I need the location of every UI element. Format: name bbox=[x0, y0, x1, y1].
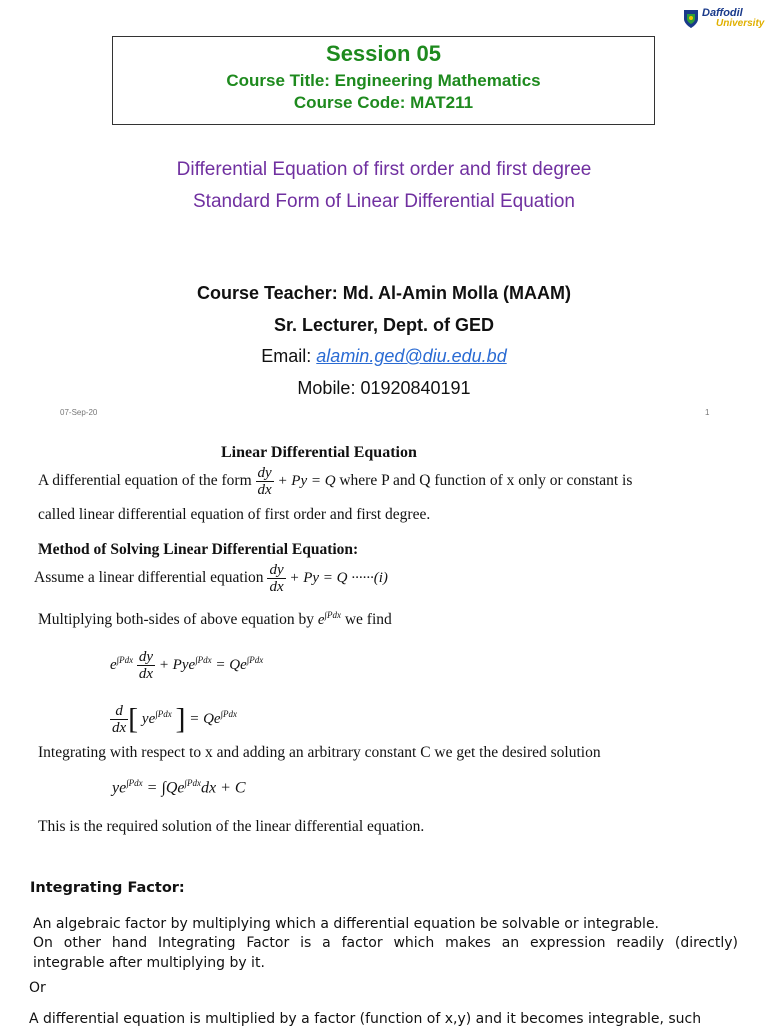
logo-text-bottom: University bbox=[716, 18, 765, 29]
assumed-equation: $\frac{dy}{dx}$ + Py = Q bbox=[269, 561, 352, 596]
intro-after: where P and Q function of x only or constant is bbox=[339, 472, 633, 489]
intro-line-1 bbox=[38, 462, 758, 500]
university-logo bbox=[683, 7, 763, 33]
multiplying-text: Multiplying both-sides of above equation by bbox=[38, 611, 314, 628]
slide-date: 07-Sep-20 bbox=[60, 408, 98, 417]
course-teacher: Course Teacher: Md. Al-Amin Molla (MAAM) bbox=[196, 283, 571, 303]
session-title: Session 05 bbox=[326, 41, 441, 66]
linear-form-equation: $\frac{dy}{dx}$ + Py = Q bbox=[257, 464, 340, 499]
integrating-line: Integrating with respect to x and adding an arbitrary constant C we get the desired solution bbox=[38, 744, 601, 761]
multiplying-line bbox=[38, 610, 392, 629]
slide-page-number: 1 bbox=[705, 408, 710, 417]
if-line-2: On other hand Integrating Factor is a factor which makes an expression readily (directly) bbox=[33, 935, 738, 951]
course-code: Course Code: MAT211 bbox=[293, 93, 474, 112]
email-line bbox=[0, 346, 768, 367]
teacher-position: Sr. Lecturer, Dept. of GED bbox=[273, 315, 495, 335]
email-link[interactable]: alamin.ged@diu.edu.bd bbox=[316, 346, 507, 366]
integrating-factor-expr: $e^{\int Pdx}$ bbox=[317, 610, 341, 628]
topic-line-1: Differential Equation of first order and first degree bbox=[176, 159, 592, 180]
required-solution-line: This is the required solution of the linear differential equation. bbox=[38, 818, 425, 835]
we-find-text: we find bbox=[344, 611, 392, 628]
logo-text-top: Daffodil bbox=[702, 7, 743, 19]
email-label: Email: bbox=[261, 346, 317, 366]
if-line-3: integrable after multiplying by it. bbox=[33, 955, 265, 971]
multiplied-equation: $e^{\int Pdx}$ $\frac{dy}{dx}$ + $Pye^{\int Pdx} = Qe^{\int Pdx}$ bbox=[110, 648, 264, 683]
if-line-1: An algebraic factor by multiplying which a differential equation be solvable or integrable. bbox=[33, 916, 660, 932]
assume-line bbox=[34, 558, 388, 598]
integrating-factor-heading: Integrating Factor: bbox=[30, 880, 185, 896]
or-text: Or bbox=[29, 980, 46, 996]
if-line-4: A differential equation is multiplied by a factor (function of x,y) and it becomes integrable, such bbox=[29, 1011, 702, 1027]
equation-label: ······(i) bbox=[351, 570, 388, 586]
section-heading: Linear Differential Equation bbox=[221, 444, 417, 461]
title-box bbox=[112, 36, 655, 125]
solution-equation: $ye^{\int Pdx} = \int Qe^{\int Pdx}dx + C$ bbox=[112, 778, 246, 797]
assume-text: Assume a linear differential equation bbox=[34, 569, 264, 586]
method-heading: Method of Solving Linear Differential Equation: bbox=[38, 541, 359, 558]
intro-line-2: called linear differential equation of first order and first degree. bbox=[38, 506, 431, 523]
mobile-line: Mobile: 01920840191 bbox=[297, 378, 471, 398]
shield-icon bbox=[683, 9, 699, 29]
derivative-equation: $\frac{d}{dx}$ [ $ye^{\int Pdx}$ ] = $Qe^{\int Pdx}$ bbox=[112, 702, 238, 737]
course-title: Course Title: Engineering Mathematics bbox=[226, 71, 541, 90]
topic-line-2: Standard Form of Linear Differential Equation bbox=[193, 191, 575, 212]
intro-before: A differential equation of the form bbox=[38, 472, 252, 489]
